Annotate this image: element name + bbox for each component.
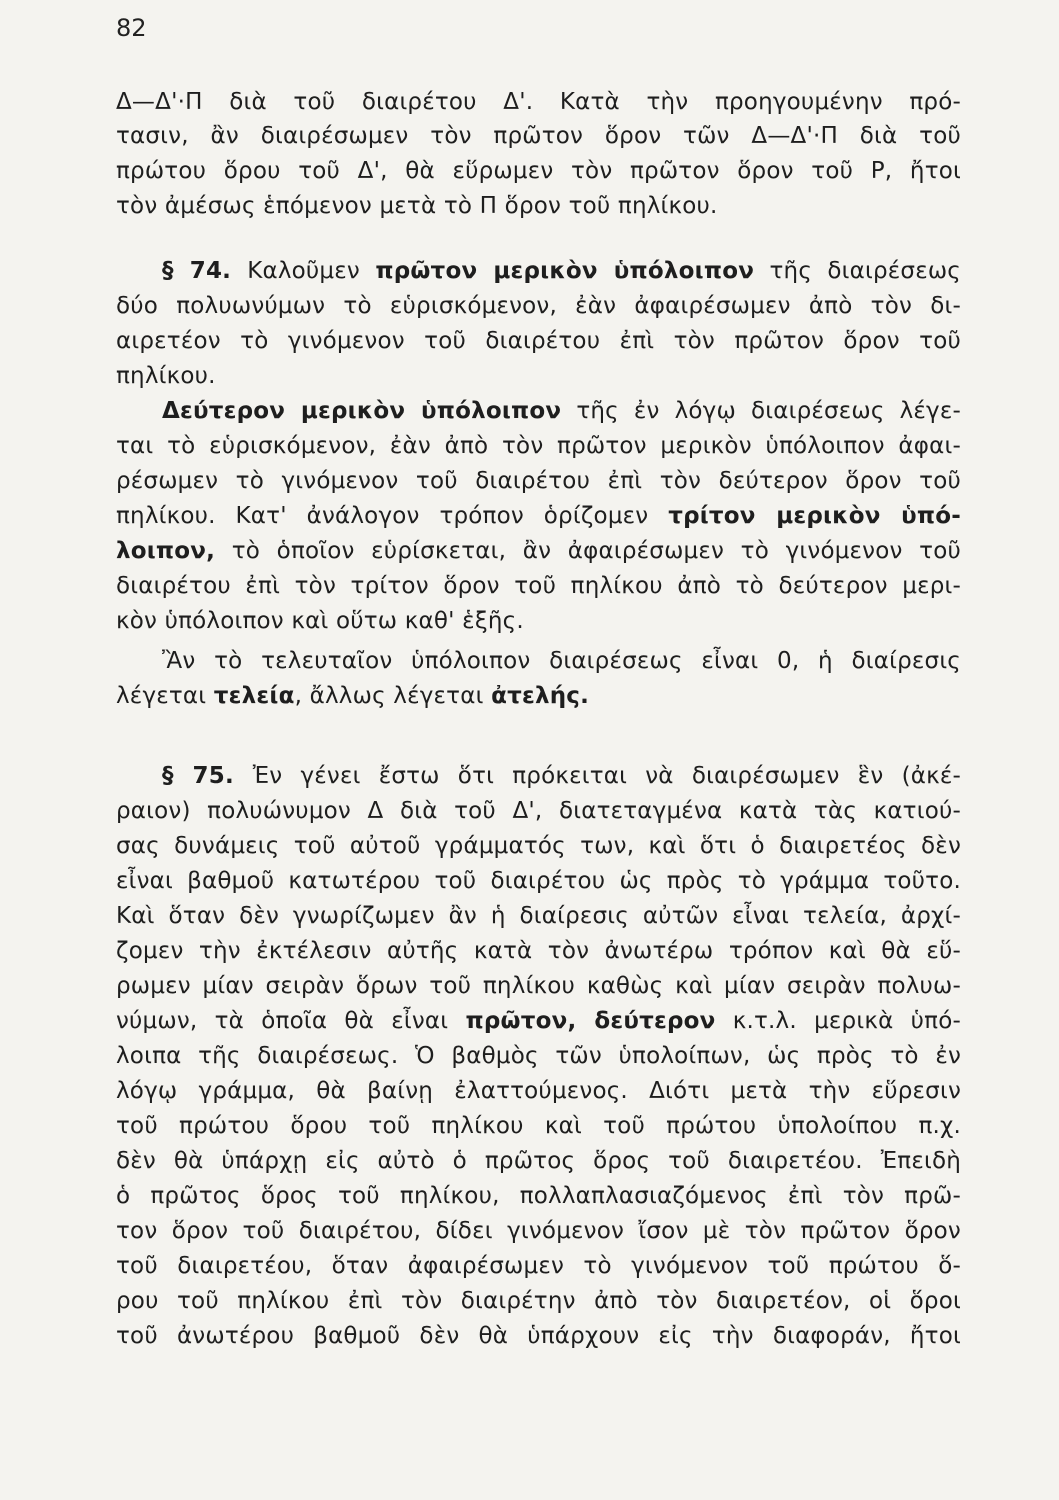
text-run: Καὶ ὅταν δὲν γνωρίζωμεν ἂν ἡ διαίρεσις αὐτῶν εἶναι τελεία, ἀρχί- [116, 903, 961, 929]
text-run: λοιπα τῆς διαιρέσεως. Ὁ βαθμὸς τῶν ὑπολοίπων, ὡς πρὸς τὸ ἐν [116, 1043, 961, 1069]
text-run: ται τὸ εὑρισκόμενον, ἐὰν ἀπὸ τὸν πρῶτον μερικὸν ὑπόλοιπον ἀφαι- [116, 433, 961, 459]
text-line [162, 395, 961, 427]
bold-term: τελεία [213, 683, 295, 709]
bold-term: § 74. [162, 258, 248, 284]
text-run: τασιν, ἂν διαιρέσωμεν τὸν πρῶτον ὅρον τῶν Δ—Δ'·Π διὰ τοῦ [116, 123, 961, 149]
text-run: Ἐν γένει ἔστω ὅτι πρόκειται νὰ διαιρέσωμεν ἓν (ἀκέ- [252, 763, 961, 789]
text-line [116, 935, 961, 967]
text-line [116, 155, 961, 187]
text-line [116, 86, 961, 118]
text-line [116, 680, 961, 712]
text-run: εἶναι βαθμοῦ κατωτέρου τοῦ διαιρέτου ὡς πρὸς τὸ γράμμα τοῦτο. [116, 868, 961, 894]
text-line [116, 605, 961, 637]
page-number: 82 [116, 14, 147, 42]
text-run: τὸν ἀμέσως ἑπόμενον μετὰ τὸ Π ὅρον τοῦ πηλίκου. [116, 193, 718, 219]
text-line [162, 760, 961, 792]
bold-term: Δεύτερον μερικὸν ὑπόλοιπον [162, 398, 562, 424]
text-run: σας δυνάμεις τοῦ αὐτοῦ γράμματός των, καὶ ὅτι ὁ διαιρετέος δὲν [116, 833, 961, 859]
text-line [116, 830, 961, 862]
text-line [116, 1250, 961, 1282]
text-run: δύο πολυωνύμων τὸ εὑρισκόμενον, ἐὰν ἀφαιρέσωμεν ἀπὸ τὸν δι- [116, 293, 961, 319]
text-line [116, 795, 961, 827]
text-line [116, 290, 961, 322]
text-line [116, 500, 961, 532]
bold-term: πρῶτον, δεύτερον [465, 1008, 716, 1034]
text-run: ρωμεν μίαν σειρὰν ὅρων τοῦ πηλίκου καθὼς καὶ μίαν σειρὰν πολυω- [116, 973, 961, 999]
text-run: τοῦ πρώτου ὅρου τοῦ πηλίκου καὶ τοῦ πρώτου ὑπολοίπου π.χ. [116, 1113, 961, 1139]
text-run: πηλίκου. Κατ' ἀνάλογον τρόπον ὁρίζομεν [116, 503, 669, 529]
text-run: λόγῳ γράμμα, θὰ βαίνῃ ἐλαττούμενος. Διότι μετὰ τὴν εὕρεσιν [116, 1078, 961, 1104]
text-run: πρώτου ὅρου τοῦ Δ', θὰ εὕρωμεν τὸν πρῶτον ὅρον τοῦ Ρ, ἤτοι [116, 158, 961, 184]
text-line [116, 360, 961, 392]
text-line [162, 255, 961, 287]
text-line [116, 430, 961, 462]
text-line [116, 1180, 961, 1212]
text-line [116, 1215, 961, 1247]
text-run: τῆς διαιρέσεως [754, 258, 961, 284]
text-run: τῆς ἐν λόγῳ διαιρέσεως λέγε- [561, 398, 961, 424]
text-line [116, 570, 961, 602]
text-run: τον ὅρον τοῦ διαιρέτου, δίδει γινόμενον ἴσον μὲ τὸν πρῶτον ὅρον [116, 1218, 961, 1244]
bold-term: λοιπον, [116, 538, 216, 564]
bold-term: § 75. [162, 763, 253, 789]
text-line [116, 970, 961, 1002]
text-run: , ἄλλως λέγεται [294, 683, 492, 709]
text-line [116, 1320, 961, 1352]
text-line [116, 1145, 961, 1177]
text-run: κὸν ὑπόλοιπον καὶ οὕτω καθ' ἑξῆς. [116, 608, 524, 634]
text-line [116, 1110, 961, 1142]
text-run: δὲν θὰ ὑπάρχῃ εἰς αὐτὸ ὁ πρῶτος ὅρος τοῦ διαιρετέου. Ἐπειδὴ [116, 1148, 961, 1174]
text-run: Ἂν τὸ τελευταῖον ὑπόλοιπον διαιρέσεως εἶναι 0, ἡ διαίρεσις [162, 648, 961, 674]
text-run: νύμων, τὰ ὁποῖα θὰ εἶναι [116, 1008, 466, 1034]
text-run: τὸ ὁποῖον εὑρίσκεται, ἂν ἀφαιρέσωμεν τὸ γινόμενον τοῦ [215, 538, 961, 564]
text-line [116, 1075, 961, 1107]
text-line [162, 645, 961, 677]
text-line [116, 190, 961, 222]
text-run: ρέσωμεν τὸ γινόμενον τοῦ διαιρέτου ἐπὶ τὸν δεύτερον ὅρον τοῦ [116, 468, 961, 494]
text-line [116, 120, 961, 152]
text-run: αιρετέον τὸ γινόμενον τοῦ διαιρέτου ἐπὶ τὸν πρῶτον ὅρον τοῦ [116, 328, 961, 354]
text-line [116, 1005, 961, 1037]
bold-term: ἀτελής. [491, 683, 590, 709]
bold-term: πρῶτον μερικὸν ὑπόλοιπον [375, 258, 755, 284]
text-line [116, 900, 961, 932]
text-line [116, 535, 961, 567]
text-run: κ.τ.λ. μερικὰ ὑπό- [715, 1008, 961, 1034]
text-run: ὁ πρῶτος ὅρος τοῦ πηλίκου, πολλαπλασιαζόμενος ἐπὶ τὸν πρῶ- [116, 1183, 961, 1209]
text-line [116, 865, 961, 897]
text-run: λέγεται [116, 683, 214, 709]
text-line [116, 1040, 961, 1072]
text-line [116, 465, 961, 497]
text-line [116, 1285, 961, 1317]
text-run: ρου τοῦ πηλίκου ἐπὶ τὸν διαιρέτην ἀπὸ τὸν διαιρετέον, οἱ ὅροι [116, 1288, 961, 1314]
text-run: τοῦ ἀνωτέρου βαθμοῦ δὲν θὰ ὑπάρχουν εἰς τὴν διαφοράν, ἤτοι [116, 1323, 961, 1349]
text-run: διαιρέτου ἐπὶ τὸν τρίτον ὅρον τοῦ πηλίκου ἀπὸ τὸ δεύτερον μερι- [116, 573, 961, 599]
text-run: ζομεν τὴν ἐκτέλεσιν αὐτῆς κατὰ τὸν ἀνωτέρω τρόπον καὶ θὰ εὕ- [116, 938, 961, 964]
text-run: Καλοῦμεν [247, 258, 376, 284]
text-run: Δ—Δ'·Π διὰ τοῦ διαιρέτου Δ'. Κατὰ τὴν προηγουμένην πρό- [116, 89, 961, 115]
text-run: πηλίκου. [116, 363, 216, 389]
text-line [116, 325, 961, 357]
bold-term: τρίτον μερικὸν ὑπό- [668, 503, 961, 529]
text-run: τοῦ διαιρετέου, ὅταν ἀφαιρέσωμεν τὸ γινόμενον τοῦ πρώτου ὅ- [116, 1253, 961, 1279]
text-run: ραιον) πολυώνυμον Δ διὰ τοῦ Δ', διατεταγμένα κατὰ τὰς κατιού- [116, 798, 961, 824]
